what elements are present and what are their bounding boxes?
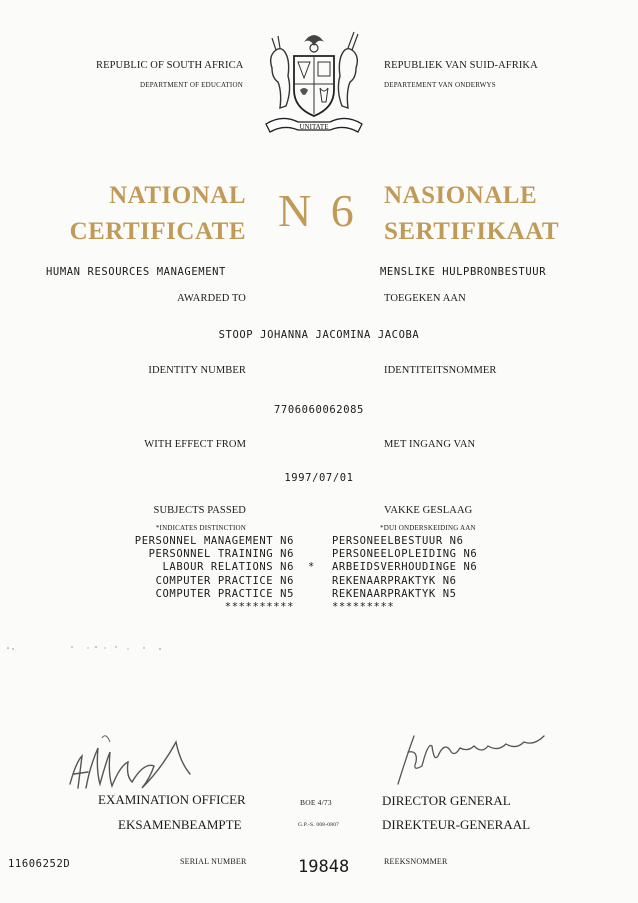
subject-af: PERSONEELBESTUUR N6 bbox=[332, 535, 464, 547]
examination-officer-signature bbox=[62, 722, 202, 802]
subjects-list-en bbox=[135, 535, 294, 614]
subject-en: COMPUTER PRACTICE N6 bbox=[155, 574, 294, 587]
country-name-af: REPUBLIEK VAN SUID-AFRIKA bbox=[384, 60, 538, 71]
certificate-level: N 6 bbox=[278, 185, 358, 236]
subject-af: ********* bbox=[332, 601, 395, 614]
effect-label-en: WITH EFFECT FROM bbox=[144, 439, 246, 450]
recipient-name: STOOP JOHANNA JACOMINA JACOBA bbox=[218, 329, 420, 341]
scan-noise bbox=[4, 640, 174, 650]
document-code: 11606252D bbox=[8, 858, 71, 870]
coat-of-arms-motto: UNITATE bbox=[299, 123, 329, 131]
subject-af: REKENAARPRAKTYK N5 bbox=[332, 587, 457, 600]
serial-number-label-en: SERIAL NUMBER bbox=[180, 857, 247, 866]
field-of-study-af: MENSLIKE HULPBRONBESTUUR bbox=[380, 266, 547, 278]
awarded-label-en: AWARDED TO bbox=[177, 293, 246, 304]
effect-label-af: MET INGANG VAN bbox=[384, 439, 476, 450]
examination-officer-title-af: EKSAMENBEAMPTE bbox=[118, 817, 242, 832]
director-general-title-af: DIREKTEUR-GENERAAL bbox=[382, 817, 531, 832]
subject-en: PERSONNEL MANAGEMENT N6 bbox=[134, 535, 294, 547]
coat-of-arms-emblem bbox=[262, 28, 366, 136]
director-general-signature bbox=[388, 722, 558, 792]
country-name-en: REPUBLIC OF SOUTH AFRICA bbox=[96, 60, 244, 71]
form-code: BOE 4/73 bbox=[300, 798, 332, 807]
department-name-af: DEPARTEMENT VAN ONDERWYS bbox=[384, 81, 496, 89]
title-certificate: CERTIFICATE bbox=[69, 218, 246, 245]
subjects-label-en: SUBJECTS PASSED bbox=[153, 505, 246, 516]
distinction-note-en: *INDICATES DISTINCTION bbox=[155, 524, 246, 532]
identity-label-en: IDENTITY NUMBER bbox=[148, 365, 246, 376]
distinction-mark: * bbox=[308, 561, 315, 573]
department-name-en: DEPARTMENT OF EDUCATION bbox=[140, 81, 243, 89]
subject-af: PERSONEELOPLEIDING N6 bbox=[332, 548, 478, 561]
subject-en: PERSONNEL TRAINING N6 bbox=[148, 548, 294, 561]
field-of-study-en: HUMAN RESOURCES MANAGEMENT bbox=[46, 266, 226, 278]
gps-code: G.P.-S. 008-0807 bbox=[298, 822, 340, 828]
identity-label-af: IDENTITEITSNOMMER bbox=[384, 365, 497, 376]
examination-officer-title-en: EXAMINATION OFFICER bbox=[98, 792, 246, 807]
title-nasionale: NASIONALE bbox=[384, 182, 538, 209]
awarded-label-af: TOEGEKEN AAN bbox=[384, 293, 466, 304]
serial-number-value: 19848 bbox=[298, 857, 350, 877]
title-national: NATIONAL bbox=[109, 182, 246, 209]
effective-date: 1997/07/01 bbox=[284, 472, 354, 484]
title-sertifikaat: SERTIFIKAAT bbox=[384, 218, 560, 245]
identity-number: 7706060062085 bbox=[274, 404, 364, 416]
subject-af: REKENAARPRAKTYK N6 bbox=[332, 574, 457, 587]
subject-en: COMPUTER PRACTICE N5 bbox=[155, 587, 294, 600]
subject-en: ********** bbox=[224, 601, 294, 614]
subjects-list-af bbox=[332, 535, 477, 614]
serial-number-label-af: REEKSNOMMER bbox=[384, 857, 448, 866]
director-general-title-en: DIRECTOR GENERAL bbox=[382, 793, 511, 808]
distinction-note-af: *DUI ONDERSKEIDING AAN bbox=[380, 524, 476, 532]
subject-en: LABOUR RELATIONS N6 bbox=[162, 561, 294, 574]
subjects-label-af: VAKKE GESLAAG bbox=[384, 505, 473, 516]
subject-af: ARBEIDSVERHOUDINGE N6 bbox=[332, 561, 478, 574]
